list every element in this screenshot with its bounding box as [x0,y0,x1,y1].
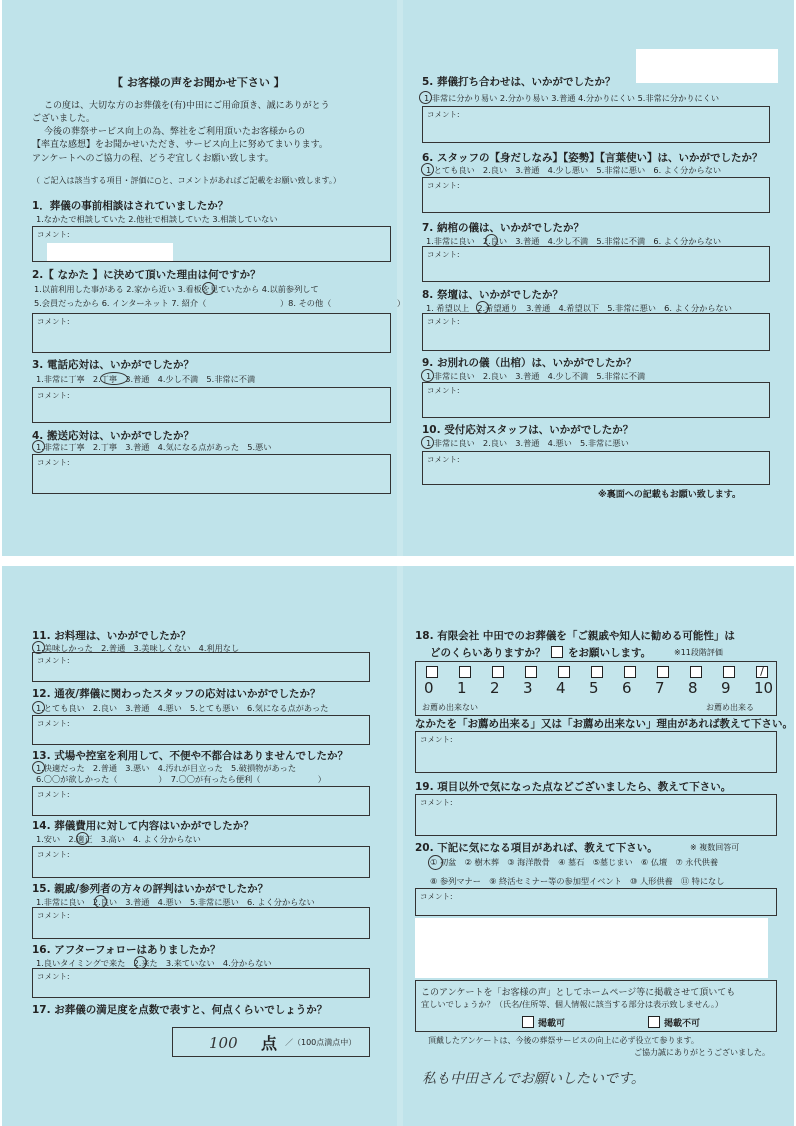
answer-circle [421,436,434,449]
nps-scale-box [415,661,777,716]
survey-sheet-front [2,0,794,556]
q13-options-1: 1.快適だった 2.普通 3.悪い 4.汚れが目立った 5.破損物があった [36,763,297,773]
comment-label: コメント: [427,110,460,119]
intro-line-3: 今後の葬祭サービス向上の為、弊社をご利用頂いたお客様からの [44,127,306,137]
comment-label: コメント: [37,911,70,920]
fold-line [397,566,403,1126]
scale-low-label: お薦め出来ない [422,703,478,712]
answer-circle [202,282,215,295]
back-side-note: ※裏面への記載もお願い致します。 [598,490,742,500]
q5-comment-box[interactable] [422,106,770,143]
score-max: ／（100点満点中） [285,1038,357,1047]
q16-options: 1.良いタイミングで来た 2.来た 3.来ていない 4.分からない [36,958,272,968]
q20-comment-box[interactable] [415,888,777,916]
q11-title: 11. お料理は、いかがでしたか？ [32,630,191,642]
page-heading: 【 お客様の声をお聞かせ下さい 】 [112,76,285,89]
footer-line-1: 頂戴したアンケートは、今後の葬祭サービスの向上に必ず役立て参ります。 [428,1036,699,1045]
nps-checkbox-7[interactable] [657,666,669,678]
nps-checkbox-0[interactable] [426,666,438,678]
nps-label-5: 5 [589,679,599,697]
q6-title: 6. スタッフの【身だしなみ】【姿勢】【言葉使い】は、いかがでしたか？ [422,152,763,164]
nps-label-0: 0 [424,679,434,697]
q17-score-box[interactable] [172,1027,370,1057]
q11-comment-box[interactable] [32,652,370,682]
q15-options: 1.非常に良い 2.良い 3.普通 4.悪い 5.非常に悪い 6. よく分からない [36,897,315,907]
q4-title: 4. 搬送応対は、いかがでしたか？ [32,430,194,442]
nps-label-10: 10 [754,679,774,697]
answer-circle [428,855,443,870]
nps-label-6: 6 [622,679,632,697]
q2-options-2: 5.会員だったから 6. インターネット 7. 紹介（ ）8. その他（ ） [34,298,406,308]
q18-title-1: 18. 有限会社 中田でのお葬儀を「ご親戚や知人に勧める可能性」は [415,630,735,642]
answer-circle [32,440,45,453]
q14-title: 14. 葬儀費用に対して内容はいかがでしたか？ [32,820,254,832]
comment-label: コメント: [427,386,460,395]
q2-options-1: 1.以前利用した事がある 2.家から近い 3.看板を見ていたから 4.以前参列して [34,284,319,294]
comment-label: コメント: [37,230,70,239]
q8-title: 8. 祭壇は、いかがでしたか？ [422,289,563,301]
nps-label-4: 4 [556,679,566,697]
nps-checkbox-3[interactable] [525,666,537,678]
comment-label: コメント: [37,972,70,981]
nps-checkbox-2[interactable] [492,666,504,678]
q13-comment-box[interactable] [32,786,370,816]
score-unit: 点 [261,1034,278,1053]
nps-label-9: 9 [721,679,731,697]
comment-label: コメント: [37,850,70,859]
q9-title: 9. お別れの儀（出棺）は、いかがでしたか？ [422,357,637,369]
q10-title: 10. 受付応対スタッフは、いかがでしたか？ [422,424,634,436]
scale-note: ※11段階評価 [674,648,723,657]
nps-checkbox-1[interactable] [459,666,471,678]
q15-title: 15. 親戚/参列者の方々の評判はいかがでしたか？ [32,883,269,895]
q2-title: 2.【 なかた 】に決めて頂いた理由は何ですか？ [32,269,261,281]
q1-options: 1.なかたで相談していた 2.他社で相談していた 3.相談していない [36,214,278,224]
consent-yes-checkbox[interactable] [522,1016,534,1028]
q7-title: 7. 納棺の儀は、いかがでしたか？ [422,222,584,234]
answer-circle [32,761,45,774]
q4-comment-box[interactable] [32,454,391,494]
nps-label-7: 7 [655,679,665,697]
q3-options: 1.非常に丁寧 2.丁寧 3.普通 4.少し不満 5.非常に不満 [36,374,256,384]
consent-box [415,980,777,1032]
intro-line-1: この度は、大切な方のお葬儀を(有)中田にご用命頂き、誠にありがとう [44,101,330,111]
q11-options: 1.美味しかった 2.普通 3.美味しくない 4.利用なし [36,643,240,653]
redaction-block [415,918,768,978]
q6-comment-box[interactable] [422,177,770,213]
q5-options: 1.非常に分かり易い 2.分かり易い 3.普通 4.分かりにくい 5.非常に分かりにくい [424,93,720,103]
comment-label: コメント: [427,317,460,326]
comment-label: コメント: [420,892,453,901]
comment-label: コメント: [37,656,70,665]
q9-comment-box[interactable] [422,382,770,418]
intro-line-4: 【率直な感想】をお聞かせいただき、サービス向上に努めてまいります。 [32,140,328,150]
comment-label: コメント: [427,250,460,259]
consent-no-label: 掲載不可 [664,1019,701,1029]
q7-comment-box[interactable] [422,246,770,282]
comment-label: コメント: [37,317,70,326]
q18-comment-box[interactable] [415,731,777,773]
footer-line-2: ご協力誠にありがとうございました。 [634,1048,770,1057]
q4-options: 1.非常に丁寧 2.丁寧 3.普通 4.気になる点があった 5.悪い [36,442,272,452]
check-icon [551,646,563,658]
scale-high-label: お薦め出来る [706,703,754,712]
nps-label-3: 3 [523,679,533,697]
q8-options: 1. 希望以上 2.希望通り 3.普通 4.希望以下 5.非常に悪い 6. よく分からない [426,303,732,313]
comment-label: コメント: [420,735,453,744]
redaction-block [47,243,173,261]
consent-yes-label: 掲載可 [538,1019,566,1029]
nps-checkbox-4[interactable] [558,666,570,678]
q15-comment-box[interactable] [32,907,370,939]
q2-comment-box[interactable] [32,313,391,353]
q6-options: 1.とても良い 2.良い 3.普通 4.少し悪い 5.非常に悪い 6. よく分からない [426,165,722,175]
answer-circle [32,701,45,714]
comment-label: コメント: [37,391,70,400]
q12-options: 1.とても良い 2.良い 3.普通 4.悪い 5.とても悪い 6.気になる点があった [36,703,329,713]
answer-circle [421,163,434,176]
consent-text-1: このアンケートを「お客様の声」としてホームページ等に掲載させて頂いても [421,988,736,998]
q14-options: 1.安い 2.適正 3.高い 4. よく分からない [36,834,201,844]
q20-note: ※ 複数回答可 [690,843,740,852]
q17-title: 17. お葬儀の満足度を点数で表すと、何点くらいでしょうか？ [32,1004,328,1016]
answer-circle [100,372,128,385]
q19-title: 19. 項目以外で気になった点などございましたら、教えて下さい。 [415,781,732,793]
q19-comment-box[interactable] [415,794,777,836]
q20-items-2: ⑧ 参列マナー ⑨ 終活セミナー等の参加型イベント ⑩ 人形供養 ⑪ 特になし [430,876,725,886]
nps-checkbox-6[interactable] [624,666,636,678]
answer-circle [76,832,89,845]
comment-label: コメント: [420,798,453,807]
redaction-block [636,49,778,83]
q7-options: 1.非常に良い 2.良い 3.普通 4.少し不満 5.非常に不満 6. よく分からない [426,236,722,246]
q3-comment-box[interactable] [32,387,391,423]
comment-label: コメント: [37,790,70,799]
q13-title: 13. 式場や控室を利用して、不便や不都合はありませんでしたか？ [32,750,349,762]
q3-title: 3. 電話応対は、いかがでしたか？ [32,359,194,371]
q10-options: 1.非常に良い 2.良い 3.普通 4.悪い 5.非常に悪い [426,438,629,448]
comment-label: コメント: [37,719,70,728]
q1-title: 1．葬儀の事前相談はされていましたか？ [32,200,229,212]
intro-line-2: ございました。 [32,114,96,124]
q13-options-2: 6.〇〇が欲しかった（ ） 7.〇〇が有ったら便利（ ） [36,774,326,784]
comment-label: コメント: [427,455,460,464]
survey-sheet-back [2,566,794,1126]
nps-checkbox-8[interactable] [690,666,702,678]
nps-checkbox-10[interactable]: / [756,666,768,678]
nps-label-2: 2 [490,679,500,697]
q12-title: 12. 通夜/葬儀に関わったスタッフの応対はいかがでしたか？ [32,688,321,700]
fold-line [397,0,403,556]
consent-text-2: 宜しいでしょうか？（氏名/住所等、個人情報に該当する部分は表示致しません。） [421,999,724,1009]
q16-title: 16. アフターフォローはありましたか？ [32,944,221,956]
q12-comment-box[interactable] [32,715,370,745]
nps-label-8: 8 [688,679,698,697]
score-value: 100 [209,1034,238,1052]
instruction-note: （ ご記入は該当する項目・評価に○と、コメントがあればご記載をお願い致します。） [32,176,341,185]
nps-label-1: 1 [457,679,467,697]
intro-line-5: アンケートへのご協力の程、どうぞ宜しくお願い致します。 [32,154,274,164]
nps-checkbox-9[interactable] [723,666,735,678]
q14-comment-box[interactable] [32,846,370,878]
answer-circle [421,369,434,382]
comment-label: コメント: [427,181,460,190]
nps-checkbox-5[interactable] [591,666,603,678]
consent-no-checkbox[interactable] [648,1016,660,1028]
q10-comment-box[interactable] [422,451,770,485]
q5-title: 5. 葬儀打ち合わせは、いかがでしたか？ [422,76,616,88]
q16-comment-box[interactable] [32,968,370,998]
q20-items-1: ① 初盆 ② 樹木葬 ③ 海洋散骨 ④ 墓石 ⑤墓じまい ⑥ 仏壇 ⑦ 永代供養 [430,857,719,867]
comment-label: コメント: [37,458,70,467]
handwritten-comment: 私も中田さんでお願いしたいです。 [422,1071,645,1087]
q9-options: 1.非常に良い 2.良い 3.普通 4.少し不満 5.非常に不満 [426,371,646,381]
q18-title-2b: をお願いします。 [568,647,652,659]
q18-title-2: どのくらいありますか？ [430,647,546,659]
q20-title: 20. 下記に気になる項目があれば、教えて下さい。 [415,842,658,854]
q18-reason: なかたを「お薦め出来る」又は「お薦め出来ない」理由があれば教えて下さい。 [415,718,793,730]
q8-comment-box[interactable] [422,313,770,351]
answer-circle [419,91,432,104]
